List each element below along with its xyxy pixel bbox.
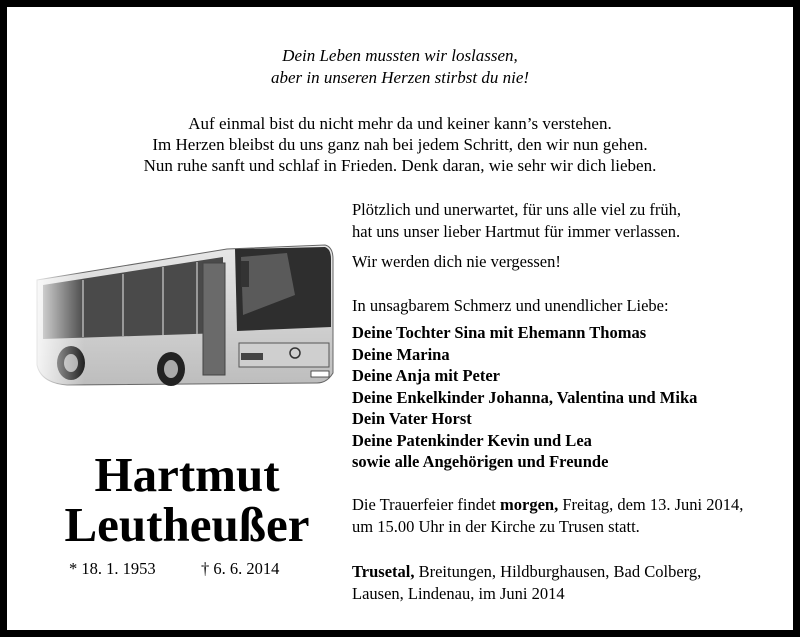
location-town: Trusetal, xyxy=(352,562,415,581)
funeral-text-1: Die Trauerfeier findet xyxy=(352,495,500,514)
mourner-name: Dein Vater Horst xyxy=(352,409,472,428)
mourner-name: Deine Patenkinder Kevin und Lea xyxy=(352,430,592,450)
intro-quote xyxy=(7,45,793,89)
funeral-line-1 xyxy=(352,494,782,516)
announcement xyxy=(352,199,782,243)
verse-line-2: Im Herzen bleibst du uns ganz nah bei jedem Schritt, den wir nun gehen. xyxy=(152,135,648,154)
funeral-info xyxy=(352,494,782,538)
farewell-line: Wir werden dich nie vergessen! xyxy=(352,252,561,271)
location-text: Breitungen, Hildburghausen, Bad Colberg, xyxy=(414,562,702,581)
verse-line-1: Auf einmal bist du nicht mehr da und keiner kann’s verstehen. xyxy=(188,114,612,133)
mourner-name: Deine Tochter Sina mit Ehemann Thomas xyxy=(352,323,647,342)
deceased-name xyxy=(27,447,347,552)
funeral-line-2: um 15.00 Uhr in der Kirche zu Trusen statt. xyxy=(352,517,640,536)
announcement-line-1: Plötzlich und unerwartet, für uns alle viel zu früh, xyxy=(352,200,681,219)
mourners-intro: In unsagbarem Schmerz und unendlicher Liebe: xyxy=(352,296,669,315)
verse xyxy=(7,113,793,176)
location-line-2: Lausen, Lindenau, im Juni 2014 xyxy=(352,584,565,603)
mourners-list xyxy=(352,322,782,473)
intro-line-1: Dein Leben mussten wir loslassen, xyxy=(282,46,518,65)
location-info xyxy=(352,561,782,605)
last-name: Leutheußer xyxy=(64,497,310,552)
mourner-name: Deine Marina xyxy=(352,344,450,364)
death-date: † 6. 6. 2014 xyxy=(201,559,280,578)
mourner-name: Deine Anja mit Peter xyxy=(352,366,500,385)
intro-line-2: aber in unseren Herzen stirbst du nie! xyxy=(270,68,530,87)
funeral-text-2: Freitag, dem 13. Juni 2014, xyxy=(558,495,744,514)
announcement-line-2: hat uns unser lieber Hartmut für immer verlassen. xyxy=(352,222,681,241)
mourner-name: Deine Enkelkinder Johanna, Valentina und Mika xyxy=(352,387,698,407)
funeral-day: morgen, xyxy=(500,495,559,514)
verse-line-3: Nun ruhe sanft und schlaf in Frieden. Denk daran, wie sehr wir dich lieben. xyxy=(143,156,657,175)
bus-image xyxy=(27,235,345,397)
birth-date: * 18. 1. 1953 xyxy=(69,559,156,578)
location-line-1 xyxy=(352,561,782,583)
first-name: Hartmut xyxy=(94,447,280,502)
mourner-name: sowie alle Angehörigen und Freunde xyxy=(352,452,609,471)
